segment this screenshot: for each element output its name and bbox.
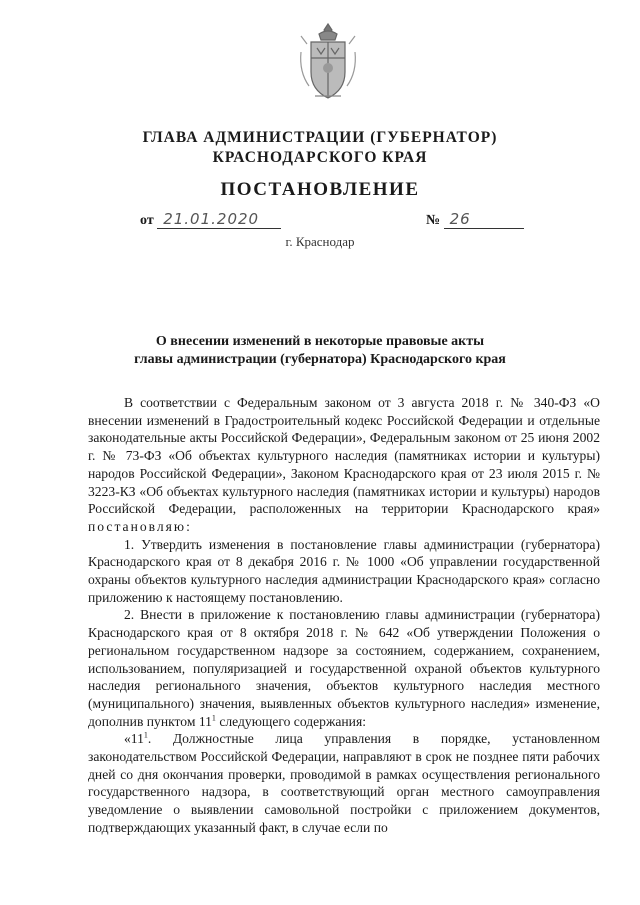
preamble-paragraph: [88, 394, 600, 536]
clause-1-paragraph: 1. Утвердить изменения в постановление главы администрации (губернатора) Краснодарского края от 8 декабря 2016 г. № 1000 «Об управлении государственной охраны объектов культурного наследия администрации Краснодарского края» согласно приложению к настоящему постановлению.: [88, 536, 600, 605]
issuer-title-line2: КРАСНОДАРСКОГО КРАЯ: [212, 149, 428, 166]
clause-11-1-paragraph: [88, 730, 600, 836]
clause-2-paragraph: [88, 606, 600, 730]
city-label: г. Краснодар: [285, 234, 355, 249]
date-field: [140, 210, 281, 229]
krasnodar-coat-of-arms-emblem: [297, 22, 359, 104]
document-type-heading: ПОСТАНОВЛЕНИЕ: [220, 179, 420, 200]
date-prefix: от: [140, 213, 154, 228]
clause-2-superscript: 1: [211, 713, 216, 723]
resolution-title-line1: О внесении изменений в некоторые правовые акты: [155, 334, 485, 349]
clause-2-tail: следующего содержания:: [215, 713, 366, 729]
document-body: [88, 394, 600, 837]
clause-11-1-text: . Должностные лица управления в порядке, установленном законодательством Российской Федерации, направляют в срок не позднее пяти рабочих дней со дня окончания проверки, проводимой в рамках осуществления регионального государственного надзора, в соответствующий орган местного самоуправления уведомление о выявлении самовольной постройки с приложением документов, подтверждающих указанный факт, в случае если по: [88, 731, 600, 835]
number-prefix: №: [426, 213, 441, 228]
resolve-word: постановляю:: [88, 518, 192, 534]
handwritten-number: 26: [444, 210, 524, 229]
preamble-text: В соответствии с Федеральным законом от 3 августа 2018 г. № 340-ФЗ «О внесении изменений в Градостроительный кодекс Российской Федерации и отдельные законодательные акты Российской Федерации», Федеральным законом от 25 июня 2002 г. № 73-ФЗ «Об объектах культурного наследия (памятниках истории и культуры) народов Российской Федерации», Законом Краснодарского края от 23 июля 2015 г. № 3223-КЗ «Об объектах культурного наследия (памятниках истории и культуры) народов Российской Федерации, расположенных на территории Краснодарского края»: [88, 395, 600, 517]
handwritten-date: 21.01.2020: [157, 210, 281, 229]
clause-2-text: 2. Внести в приложение к постановлению главы администрации (губернатора) Краснодарского края от 8 октября 2018 г. № 642 «Об утверждении Положения о региональном государственном надзоре за состоянием, содержанием, сохранением, использованием, популяризацией и государственной охраной объектов культурного наследия регионального значения, объектов культурного наследия местного (муниципального) значения, выявленных объектов культурного наследия» изменение, дополнив пунктом 11: [88, 607, 600, 729]
resolution-title-line2: главы администрации (губернатора) Краснодарского края: [134, 352, 506, 367]
issuer-title-line1: ГЛАВА АДМИНИСТРАЦИИ (ГУБЕРНАТОР): [142, 129, 498, 146]
clause-11-1-superscript: 1: [143, 730, 148, 740]
clause-11-1-number: «11: [124, 731, 144, 747]
number-field: [426, 210, 524, 229]
